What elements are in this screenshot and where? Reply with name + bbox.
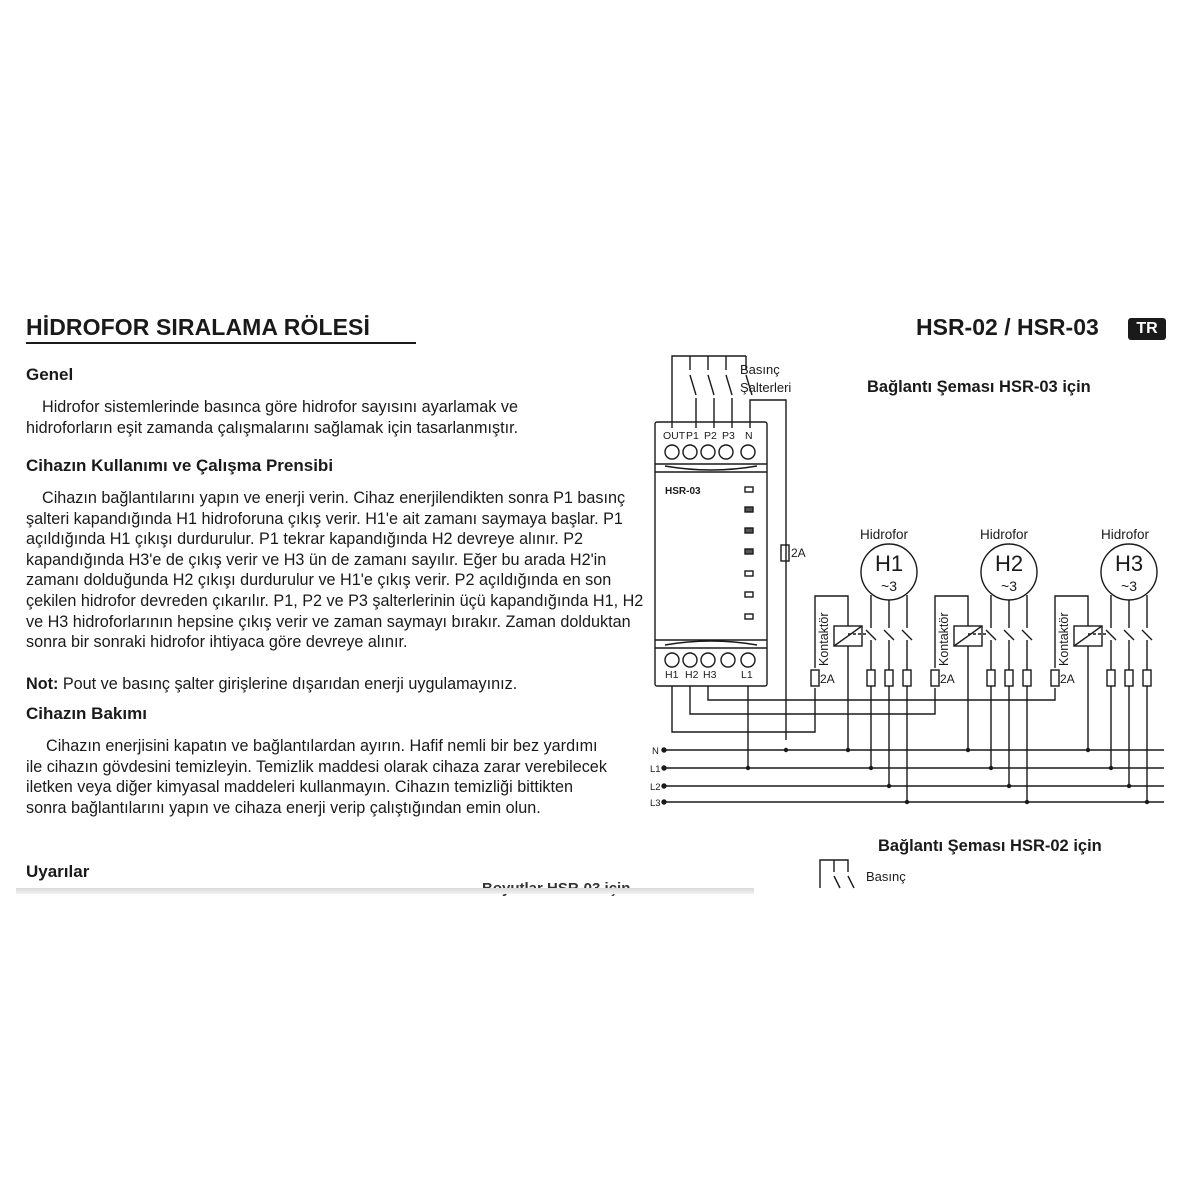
note-text: Pout ve basınç şalter girişlerine dışarıdan enerji uygulamayınız. — [62, 675, 518, 693]
pump-group-h1 — [811, 527, 917, 802]
pump-phase-h2: ~3 — [1001, 578, 1017, 594]
wiring-diagram — [640, 340, 1200, 900]
pump-phase-h3: ~3 — [1121, 578, 1137, 594]
section-body-genel: Hidrofor sistemlerinde basınca göre hidrofor sayısını ayarlamak ve hidroforların eşit zamanda çalışmalarını sağlamak için tasarlanmıştır. — [26, 398, 519, 437]
terminal-label-h2: H2 — [685, 669, 699, 681]
diagram-title-hsr02: Bağlantı Şeması HSR-02 için — [878, 837, 1102, 855]
pump-name-h3: H3 — [1114, 551, 1144, 576]
terminal-label-l1: L1 — [741, 669, 753, 681]
hsr02-diagram-partial — [820, 860, 854, 888]
contactor-label-h1: Kontaktör — [817, 612, 831, 666]
pump-label-h3: Hidrofor — [1101, 527, 1150, 542]
pump-name-h2: H2 — [994, 551, 1024, 576]
terminal-label-h1: H1 — [665, 669, 679, 681]
pump-group-h2 — [931, 527, 1037, 802]
terminal-label-h3: H3 — [703, 669, 717, 681]
section-body-kullanim: Cihazın bağlantılarını yapın ve enerji verin. Cihaz enerjilendikten sonra P1 basınç şalteri kapandığında H1 hidroforuna çıkış verir. H1'e ait zamanı saymaya başlar. P1 açıldığında H1 çıkışı durdurulur. P1 tekrar kapandığında H2 devreye alınır. P2 kapandığında H3'e de çıkış verir ve H3 ün de zamanı sayılır. Eğer bu arada H2'in zamanı dolduğunda H2 çıkışı durdurulur ve H1'e çıkış verir. P2 açıldığında en son çekilen hidrofor devreden çıkarılır. P1, P2 ve P3 şalterlerinin üçü kapandığında H1, H2 ve H3 hidroforlarının hepsine çıkış verir ve zaman saymayı bırakır. Zaman dolduktan sonra bir sonraki hidrofor ihtiyaca göre devreye alınır. — [26, 489, 644, 652]
title-underline — [26, 342, 416, 344]
pressure-switches-label-1: Basınç — [740, 362, 780, 377]
junction-dots — [746, 748, 1149, 804]
cut-off-text — [482, 878, 630, 887]
hsr02-pressure-label: Basınç — [866, 869, 906, 884]
fuse-label-h3: 2A — [1060, 672, 1075, 686]
fuse-device — [781, 545, 789, 561]
pressure-switches-label-2: Şalterleri — [740, 380, 792, 395]
section-heading-genel: Genel — [26, 365, 74, 384]
page-title: HİDROFOR SIRALAMA RÖLESİ — [26, 314, 370, 340]
terminal-label-p3: P3 — [722, 430, 735, 442]
terminal-label-p1: P1 — [686, 430, 699, 442]
fuse-label-device: 2A — [791, 546, 806, 560]
pump-name-h1: H1 — [874, 551, 904, 576]
pump-phase-h1: ~3 — [881, 578, 897, 594]
pump-label-h1: Hidrofor — [860, 527, 909, 542]
pump-label-h2: Hidrofor — [980, 527, 1029, 542]
line-label-l2: L2 — [650, 782, 661, 793]
terminal-label-out: OUT — [663, 430, 686, 442]
note-paragraph — [26, 674, 651, 695]
line-label-l3: L3 — [650, 798, 661, 809]
terminal-label-p2: P2 — [704, 430, 717, 442]
language-badge: TR — [1128, 318, 1166, 340]
section-heading-uyarilar: Uyarılar — [26, 862, 90, 881]
contactor-label-h3: Kontaktör — [1057, 612, 1071, 666]
relay-output-wiring — [672, 686, 1055, 768]
line-label-n: N — [652, 746, 659, 757]
pressure-switches — [672, 356, 786, 740]
line-label-l1: L1 — [650, 764, 661, 775]
pump-group-h3 — [1051, 527, 1157, 802]
device-name: HSR-03 — [665, 486, 701, 497]
note-label: Not: — [26, 675, 59, 693]
section-body-bakim: Cihazın enerjisini kapatın ve bağlantılardan ayırın. Hafif nemli bir bez yardımı ile cihazın gövdesini temizleyin. Temizlik maddesi olarak cihaza zarar verebilecek iletken veya diğer kimyasal maddeleri kullanmayın. Cihazın temizliği bittikten sonra bağlantılarını yapın ve cihaza enerji verip çalıştığından emin olun. — [26, 737, 607, 817]
section-heading-bakim: Cihazın Bakımı — [26, 704, 147, 723]
diagram-title-hsr03: Bağlantı Şeması HSR-03 için — [867, 378, 1091, 396]
fuse-label-h2: 2A — [940, 672, 955, 686]
section-heading-kullanim: Cihazın Kullanımı ve Çalışma Prensibi — [26, 456, 334, 475]
terminal-label-n: N — [745, 430, 753, 442]
relay-device-hsr03 — [655, 422, 767, 686]
model-title: HSR-02 / HSR-03 — [916, 314, 1099, 340]
contactor-label-h2: Kontaktör — [937, 612, 951, 666]
fuse-label-h1: 2A — [820, 672, 835, 686]
